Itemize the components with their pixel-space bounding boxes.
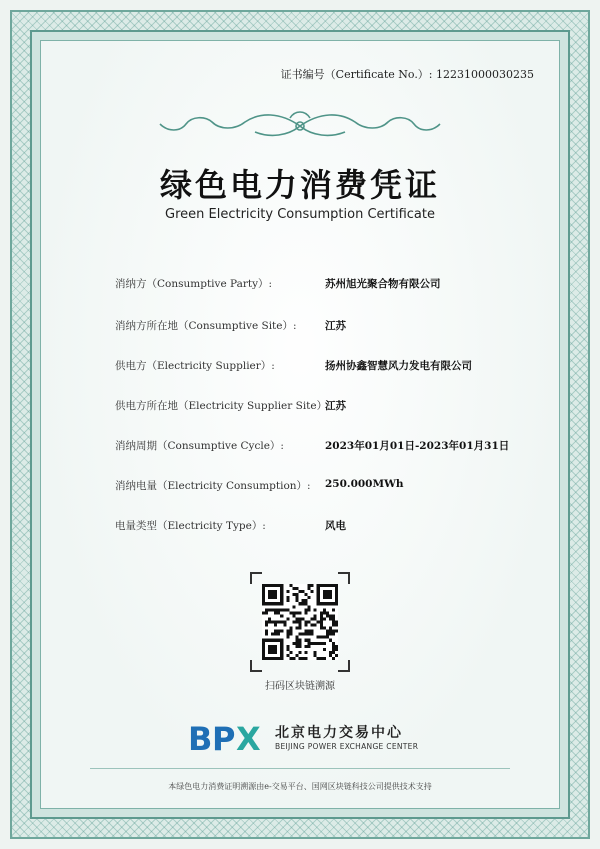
- qr-frame-corner: [250, 660, 262, 672]
- title-english: Green Electricity Consumption Certificate: [165, 207, 435, 222]
- field-label: 消纳电量（Electricity Consumption）:: [115, 480, 311, 492]
- footer-divider: [90, 768, 510, 769]
- field-label: 电量类型（Electricity Type）:: [115, 520, 266, 532]
- field-row: [115, 276, 515, 294]
- field-row: [115, 318, 515, 336]
- field-row: [115, 358, 515, 376]
- title-chinese: 绿色电力消费凭证: [159, 166, 440, 204]
- field-value: 250.000MWh: [325, 478, 404, 490]
- footer-note: 本绿色电力消费证明溯源由e-交易平台、国网区块链科技公司提供技术支持: [168, 782, 432, 791]
- qr-frame-corner: [338, 572, 350, 584]
- field-value: 扬州协鑫智慧风力发电有限公司: [325, 360, 472, 372]
- qr-caption: 扫码区块链溯源: [265, 681, 335, 692]
- field-label: 消纳方所在地（Consumptive Site）:: [115, 320, 297, 332]
- svg-text:P: P: [212, 720, 236, 754]
- field-value: 江苏: [325, 400, 346, 412]
- field-label: 供电方（Electricity Supplier）:: [115, 360, 275, 372]
- field-label: 消纳方（Consumptive Party）:: [115, 278, 273, 290]
- field-row: [115, 518, 515, 536]
- field-value: 2023年01月01日-2023年01月31日: [325, 440, 510, 452]
- ornament-flourish: [150, 108, 450, 144]
- field-row: [115, 398, 515, 416]
- certificate-body: [40, 40, 560, 809]
- svg-text:B: B: [188, 720, 213, 754]
- qr-frame-corner: [250, 572, 262, 584]
- field-label: 供电方所在地（Electricity Supplier Site）:: [115, 400, 331, 412]
- certificate-number: 证书编号（Certificate No.）: 12231000030235: [280, 68, 534, 81]
- field-row: [115, 438, 515, 456]
- org-name-english: BEIJING POWER EXCHANGE CENTER: [275, 742, 419, 751]
- svg-text:X: X: [236, 720, 261, 754]
- qr-code[interactable]: [250, 572, 350, 672]
- field-value: 苏州旭光聚合物有限公司: [325, 278, 441, 290]
- field-value: 江苏: [325, 320, 346, 332]
- org-name-chinese: 北京电力交易中心: [275, 725, 403, 741]
- field-label: 消纳周期（Consumptive Cycle）:: [115, 440, 284, 452]
- field-row: [115, 478, 515, 496]
- qr-pattern: [262, 582, 338, 662]
- field-value: 风电: [325, 520, 346, 532]
- qr-frame-corner: [338, 660, 350, 672]
